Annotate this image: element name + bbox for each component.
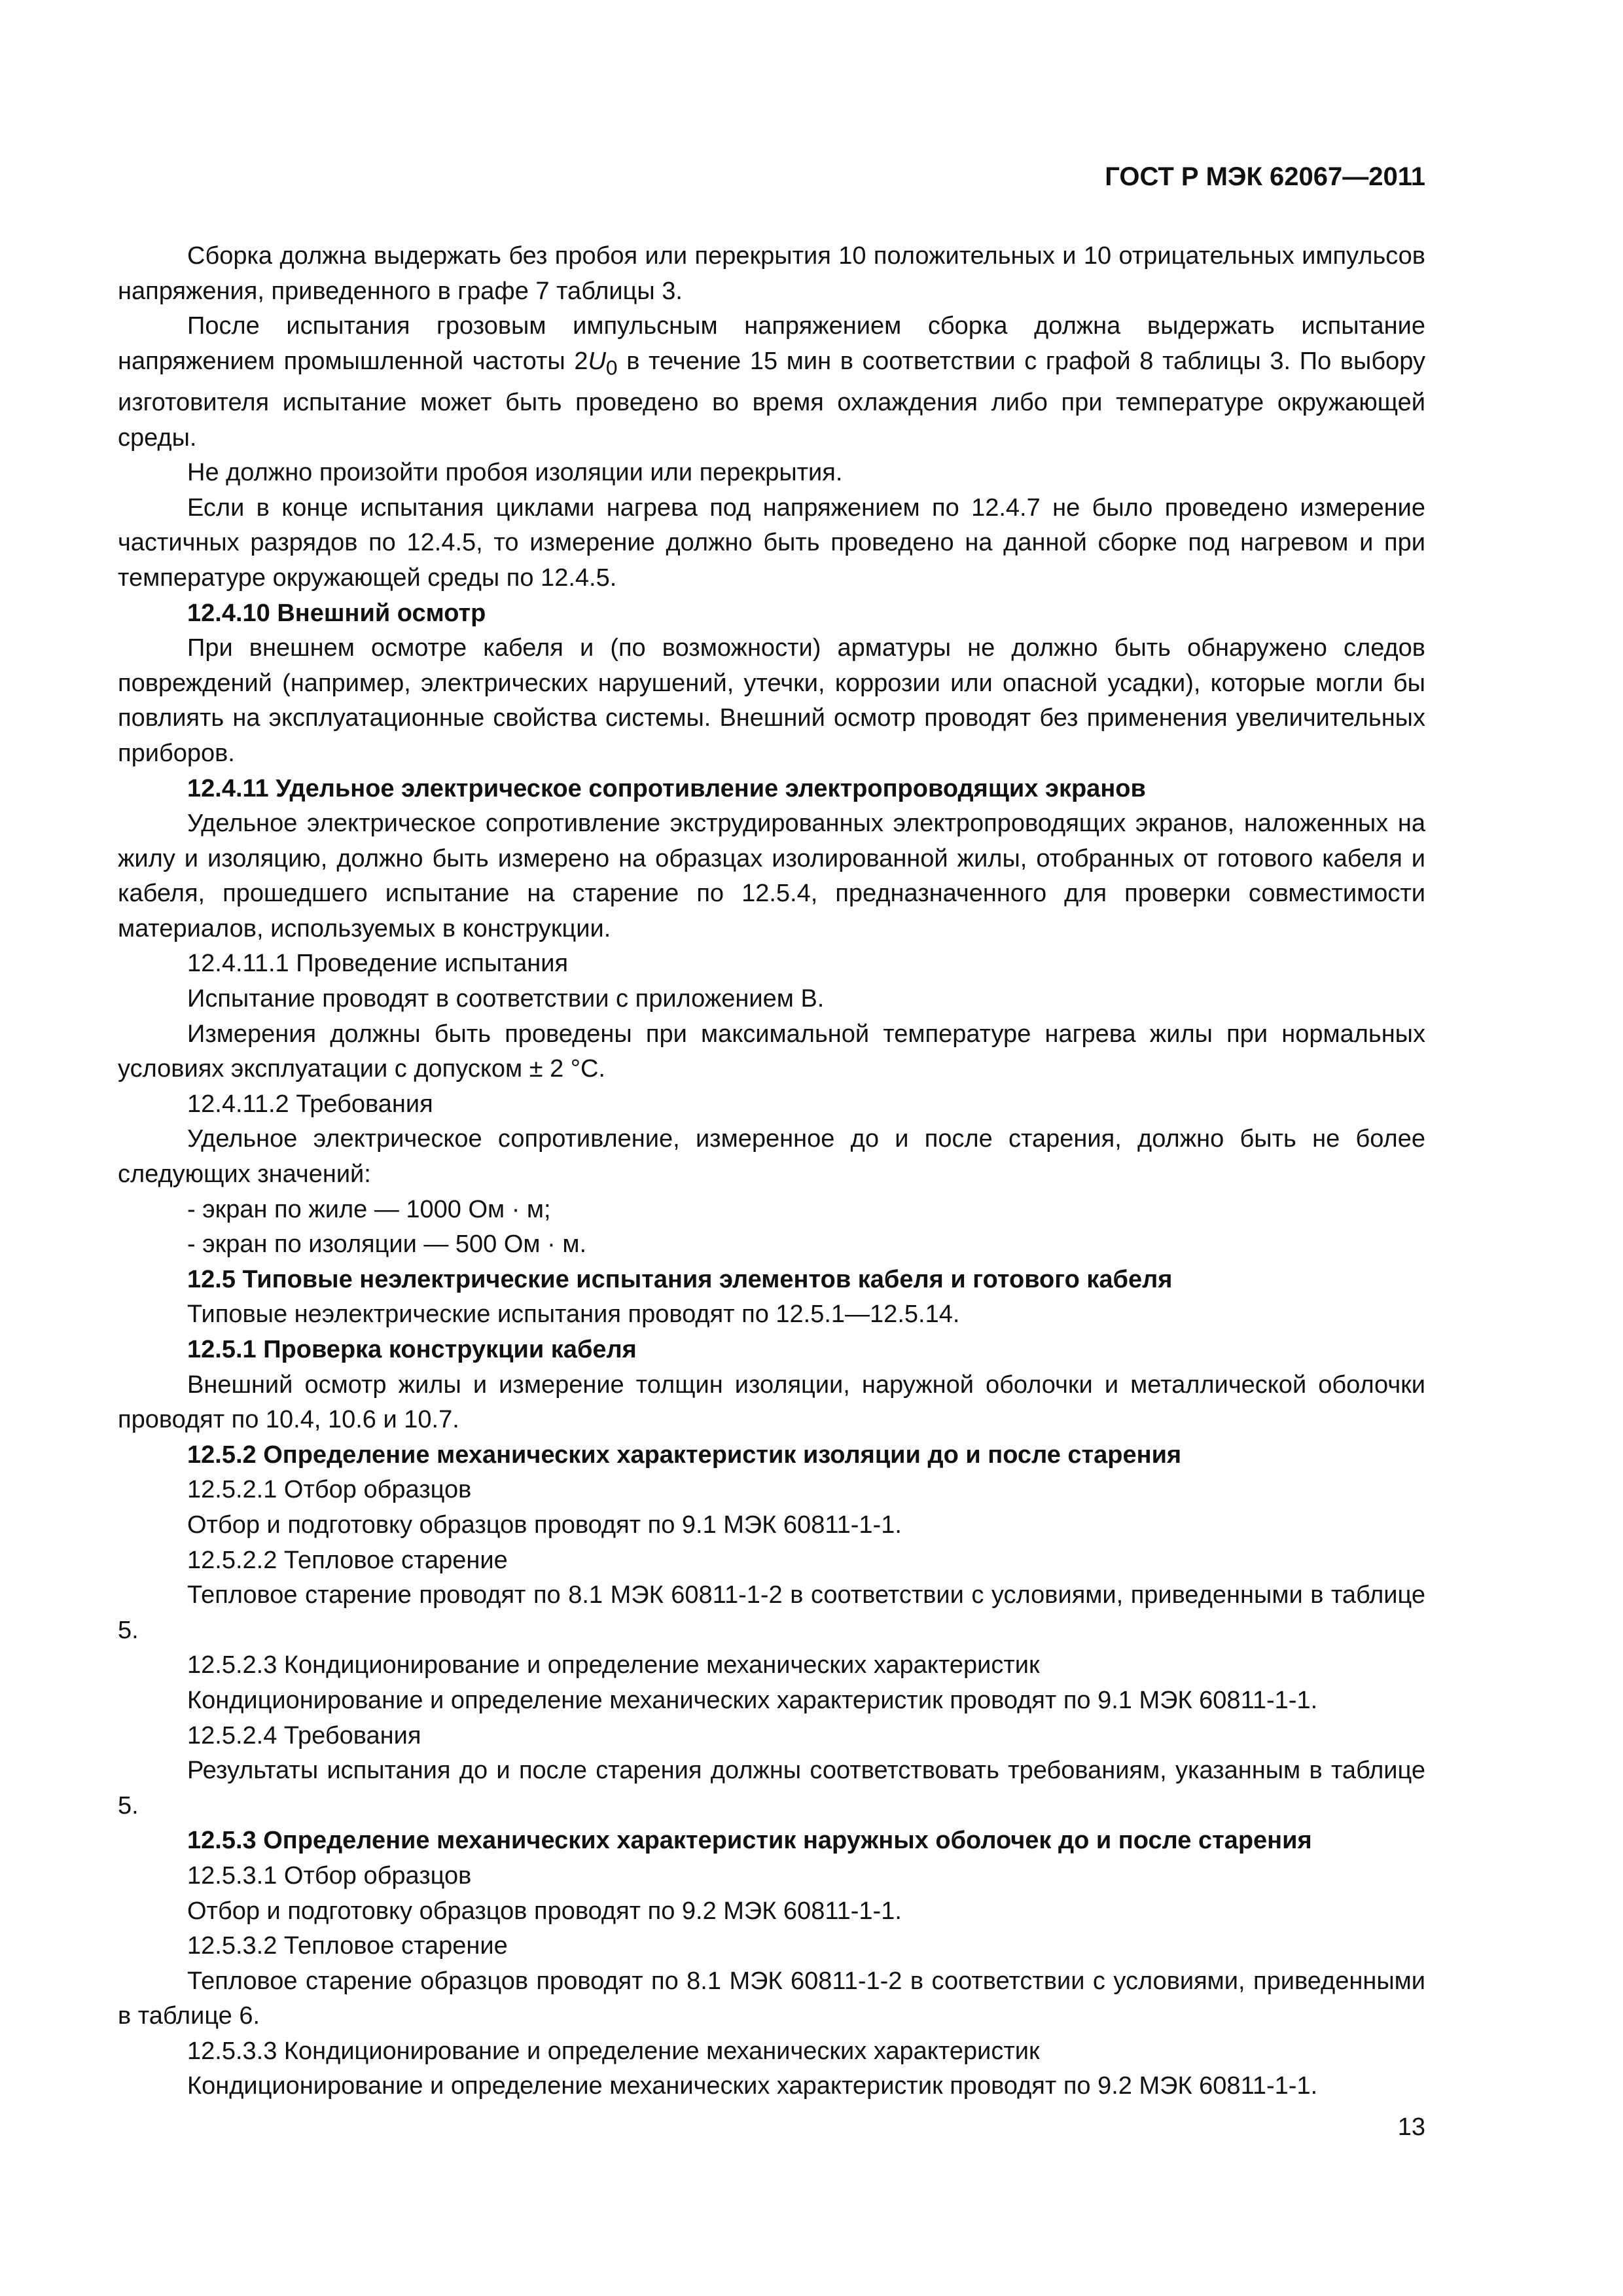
subheading-12-5-2-1: 12.5.2.1 Отбор образцов [187,1476,472,1504]
paragraph-text: в течение 15 мин в соответствии с графой 8 таблицы 3. По выбору изготовителя испытание может быть проведено во время охлаждения либо при температуре окружающей среды. [118,347,1425,452]
paragraph-impulse-withstand: Сборка должна выдержать без пробоя или перекрытия 10 положительных и 10 отрицательных импульсов напряжения, приведенного в графе 7 таблицы 3. [118,242,1425,305]
paragraph-power-frequency-test [118,309,1425,456]
paragraph-sampling-insulation: Отбор и подготовку образцов проводят по 9.1 МЭК 60811-1-1. [187,1511,902,1539]
heading-12-5-2: 12.5.2 Определение механических характеристик изоляции до и после старения [187,1441,1182,1469]
paragraph-annex-b: Испытание проводят в соответствии с приложением В. [187,985,825,1013]
list-item-conductor-screen: - экран по жиле — 1000 Ом · м; [187,1195,551,1223]
voltage-subscript: 0 [605,355,618,380]
paragraph-partial-discharge: Если в конце испытания циклами нагрева под напряжением по 12.4.7 не было проведено измерение частичных разрядов по 12.4.5, то измерение должно быть проведено на данной сборке под нагревом и при температуре окружающей среды по 12.4.5. [118,493,1425,592]
paragraph-construction-check: Внешний осмотр жилы и измерение толщин изоляции, наружной оболочки и металлической оболочки проводят по 10.4, 10.6 и 10.7. [118,1371,1425,1434]
paragraph-conditioning-sheath: Кондиционирование и определение механических характеристик проводят по 9.2 МЭК 60811-1-1. [187,2072,1318,2100]
paragraph-non-electrical-tests: Типовые неэлектрические испытания проводят по 12.5.1—12.5.14. [187,1300,960,1329]
paragraph-measurement-temperature: Измерения должны быть проведены при максимальной температуре нагрева жилы при нормальных условиях эксплуатации с допуском ± 2 °С. [118,1020,1425,1083]
paragraph-no-breakdown: Не должно произойти пробоя изоляции или перекрытия. [187,459,843,487]
paragraph-visual-inspection: При внешнем осмотре кабеля и (по возможности) арматуры не должно быть обнаружено следов повреждений (например, электрических нарушений, утечки, коррозии или опасной усадки), которые могли бы повлиять на эксплуатационные свойства системы. Внешний осмотр проводят без применения увеличительных приборов. [118,634,1425,767]
document-header: ГОСТ Р МЭК 62067—2011 [1105,162,1425,191]
subheading-12-5-2-2: 12.5.2.2 Тепловое старение [187,1546,508,1574]
subheading-12-5-2-4: 12.5.2.4 Требования [187,1721,421,1749]
paragraph-resistivity-limits: Удельное электрическое сопротивление, измеренное до и после старения, должно быть не более следующих значений: [118,1125,1425,1189]
subheading-12-4-11-1: 12.4.11.1 Проведение испытания [187,950,569,978]
voltage-symbol: U [588,347,606,375]
heading-12-5: 12.5 Типовые неэлектрические испытания элементов кабеля и готового кабеля [187,1265,1173,1293]
document-body [118,239,1425,2104]
paragraph-conditioning-insulation: Кондиционирование и определение механических характеристик проводят по 9.1 МЭК 60811-1-1. [187,1686,1318,1714]
page-number: 13 [1397,2113,1425,2141]
paragraph-sampling-sheath: Отбор и подготовку образцов проводят по 9.2 МЭК 60811-1-1. [187,1897,902,1925]
paragraph-resistivity: Удельное электрическое сопротивление экструдированных электропроводящих экранов, наложенных на жилу и изоляцию, должно быть измерено на образцах изолированной жилы, отобранных от готового кабеля и кабеля, прошедшего испытание на старение по 12.5.4, предназначенного для проверки совместимости материалов, используемых в конструкции. [118,810,1425,942]
paragraph-requirements-insulation: Результаты испытания до и после старения должны соответствовать требованиям, указанным в таблице 5. [118,1757,1425,1820]
heading-12-5-3: 12.5.3 Определение механических характеристик наружных оболочек до и после старения [187,1827,1312,1855]
heading-12-4-10: 12.4.10 Внешний осмотр [187,599,486,627]
heading-12-4-11: 12.4.11 Удельное электрическое сопротивление электропроводящих экранов [187,774,1146,802]
paragraph-text: После испытания грозовым импульсным напряжением сборка должна выдержать испытание напряжением промышленной частоты 2 [118,312,1425,375]
subheading-12-5-3-1: 12.5.3.1 Отбор образцов [187,1861,472,1890]
subheading-12-5-2-3: 12.5.2.3 Кондиционирование и определение механических характеристик [187,1651,1040,1679]
paragraph-ageing-sheath: Тепловое старение образцов проводят по 8.1 МЭК 60811-1-2 в соответствии с условиями, приведенными в таблице 6. [118,1967,1425,2030]
list-item-insulation-screen: - экран по изоляции — 500 Ом · м. [187,1230,587,1259]
heading-12-5-1: 12.5.1 Проверка конструкции кабеля [187,1336,637,1363]
paragraph-ageing-insulation: Тепловое старение проводят по 8.1 МЭК 60811-1-2 в соответствии с условиями, приведенными в таблице 5. [118,1581,1425,1644]
subheading-12-4-11-2: 12.4.11.2 Требования [187,1090,433,1118]
subheading-12-5-3-2: 12.5.3.2 Тепловое старение [187,1932,508,1960]
subheading-12-5-3-3: 12.5.3.3 Кондиционирование и определение механических характеристик [187,2037,1040,2065]
